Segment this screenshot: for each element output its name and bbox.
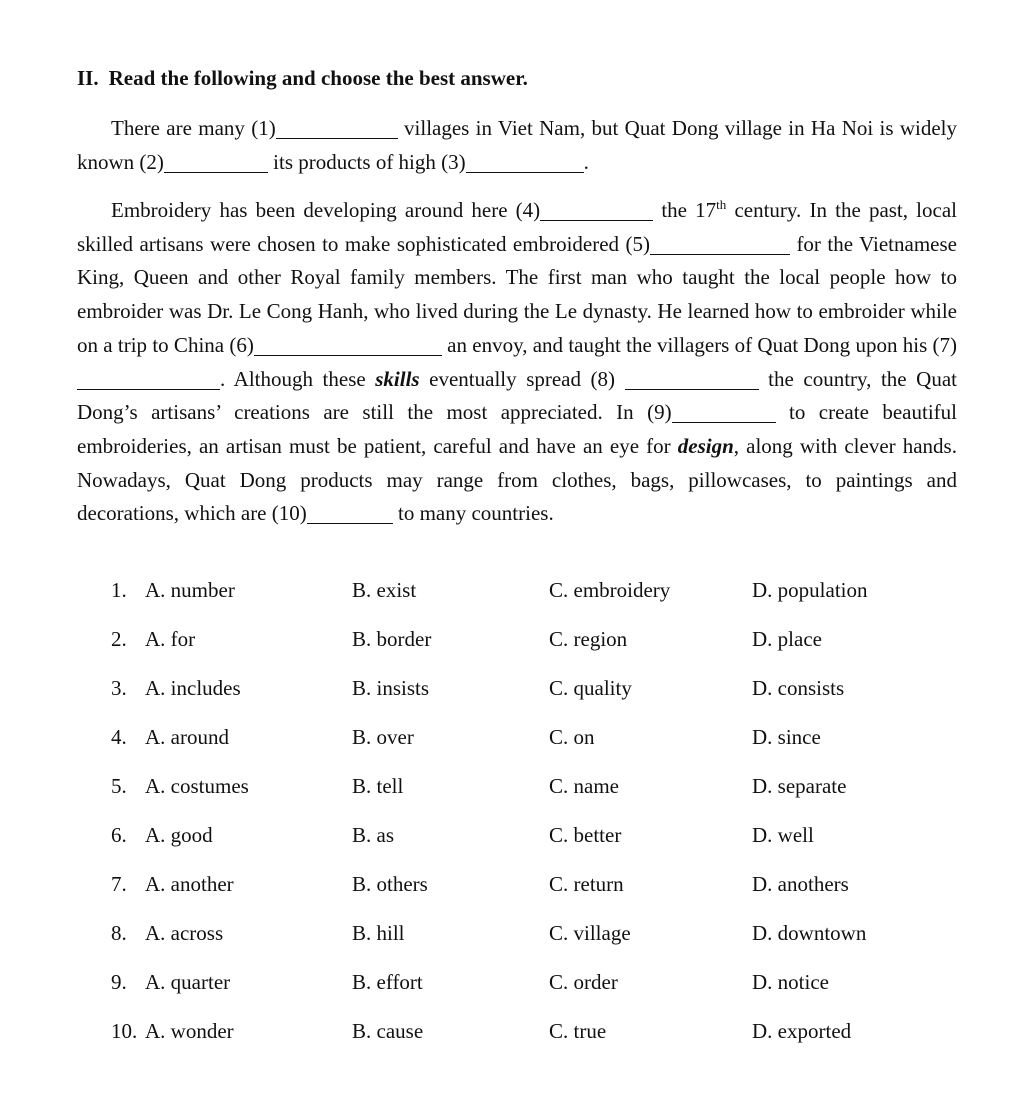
passage-text: an envoy, and taught the villagers of Quat Dong upon his (7) bbox=[441, 332, 958, 357]
question-number: 4. bbox=[111, 725, 127, 749]
superscript-th: th bbox=[716, 197, 727, 212]
question-number: 2. bbox=[111, 627, 127, 651]
question-number: 7. bbox=[111, 872, 127, 896]
blank-6 bbox=[254, 333, 442, 356]
option-a[interactable]: A. costumes bbox=[145, 774, 249, 798]
answer-options bbox=[77, 578, 957, 1068]
question-row bbox=[77, 872, 957, 921]
passage-text: There are many (1) bbox=[111, 116, 276, 140]
option-a[interactable]: A. quarter bbox=[145, 970, 231, 994]
option-a[interactable]: A. for bbox=[145, 627, 196, 651]
passage-paragraph-2 bbox=[77, 194, 957, 531]
section-number: II. bbox=[77, 66, 99, 90]
option-c[interactable]: C. name bbox=[549, 774, 619, 798]
option-b[interactable]: B. effort bbox=[352, 970, 423, 994]
option-d[interactable]: D. anothers bbox=[752, 872, 849, 896]
blank-3 bbox=[466, 150, 584, 173]
passage-text: , along with clever hands. Nowadays, Quat Dong products may range from clothes, bags, pillowcases, to paintings and decorations, which are (10) bbox=[77, 433, 957, 526]
option-a[interactable]: A. around bbox=[145, 725, 229, 749]
option-a[interactable]: A. good bbox=[145, 823, 213, 847]
question-number: 5. bbox=[111, 774, 127, 798]
emphasis-design: design bbox=[677, 433, 734, 458]
option-c[interactable]: C. embroidery bbox=[549, 578, 671, 602]
blank-2 bbox=[164, 150, 268, 173]
option-b[interactable]: B. hill bbox=[352, 921, 405, 945]
option-c[interactable]: C. quality bbox=[549, 676, 632, 700]
passage-text: to create beautiful embroideries, an artisan must be patient, careful and have an eye for bbox=[77, 400, 957, 458]
option-d[interactable]: D. well bbox=[752, 823, 814, 847]
question-row bbox=[77, 970, 957, 1019]
option-d[interactable]: D. since bbox=[752, 725, 821, 749]
option-c[interactable]: C. true bbox=[549, 1019, 607, 1043]
option-c[interactable]: C. on bbox=[549, 725, 595, 749]
section-heading bbox=[77, 66, 528, 91]
passage-text: its products of high (3) bbox=[267, 149, 466, 174]
option-d[interactable]: D. place bbox=[752, 627, 822, 651]
blank-1 bbox=[276, 116, 398, 139]
blank-5 bbox=[650, 232, 790, 255]
section-title: Read the following and choose the best answer. bbox=[108, 66, 528, 90]
passage-text: Embroidery has been developing around here (4) bbox=[111, 198, 541, 222]
question-number: 1. bbox=[111, 578, 127, 602]
option-d[interactable]: D. downtown bbox=[752, 921, 867, 945]
question-number: 9. bbox=[111, 970, 127, 994]
question-row bbox=[77, 1019, 957, 1068]
question-number: 6. bbox=[111, 823, 127, 847]
question-row bbox=[77, 627, 957, 676]
blank-4 bbox=[540, 198, 653, 221]
blank-9 bbox=[672, 400, 776, 423]
option-b[interactable]: B. border bbox=[352, 627, 432, 651]
passage-text: . bbox=[583, 149, 589, 174]
option-b[interactable]: B. tell bbox=[352, 774, 404, 798]
option-b[interactable]: B. cause bbox=[352, 1019, 424, 1043]
option-a[interactable]: A. across bbox=[145, 921, 224, 945]
blank-10 bbox=[307, 501, 393, 524]
passage-text: century. In the past, local skilled artisans were chosen to make sophisticated embroidered (5) bbox=[77, 198, 957, 256]
question-row bbox=[77, 725, 957, 774]
question-number: 3. bbox=[111, 676, 127, 700]
passage-text: villages in Viet Nam, but Quat Dong village in Ha Noi is widely known (2) bbox=[77, 116, 958, 174]
question-number: 10. bbox=[111, 1019, 138, 1043]
option-d[interactable]: D. population bbox=[752, 578, 868, 602]
option-a[interactable]: A. number bbox=[145, 578, 235, 602]
question-row bbox=[77, 774, 957, 823]
option-d[interactable]: D. exported bbox=[752, 1019, 852, 1043]
question-number: 8. bbox=[111, 921, 127, 945]
option-b[interactable]: B. over bbox=[352, 725, 414, 749]
option-a[interactable]: A. wonder bbox=[145, 1019, 234, 1043]
question-row bbox=[77, 921, 957, 970]
option-b[interactable]: B. others bbox=[352, 872, 428, 896]
passage-paragraph-1 bbox=[77, 112, 957, 179]
passage-text: the 17 bbox=[653, 198, 717, 222]
option-c[interactable]: C. order bbox=[549, 970, 618, 994]
blank-8 bbox=[625, 366, 759, 389]
option-d[interactable]: D. consists bbox=[752, 676, 845, 700]
option-b[interactable]: B. insists bbox=[352, 676, 430, 700]
option-b[interactable]: B. as bbox=[352, 823, 394, 847]
passage-text: the country, the Quat Dong’s artisans’ creations are still the most appreciated. In (9) bbox=[77, 366, 958, 425]
option-a[interactable]: A. another bbox=[145, 872, 234, 896]
question-row bbox=[77, 578, 957, 627]
passage-text: eventually spread (8) bbox=[419, 366, 625, 391]
question-row bbox=[77, 823, 957, 872]
option-c[interactable]: C. region bbox=[549, 627, 628, 651]
option-c[interactable]: C. return bbox=[549, 872, 624, 896]
passage-text: for the Vietnamese King, Queen and other Royal family members. The first man who taught the local people how to embroider was Dr. Le Cong Hanh, who lived during the Le dynasty. He learned how to embroider while on a trip to China (6) bbox=[77, 231, 957, 357]
option-c[interactable]: C. better bbox=[549, 823, 622, 847]
option-c[interactable]: C. village bbox=[549, 921, 631, 945]
option-a[interactable]: A. includes bbox=[145, 676, 241, 700]
passage-text: . Although these bbox=[220, 366, 376, 391]
passage-text: to many countries. bbox=[392, 501, 554, 526]
question-row bbox=[77, 676, 957, 725]
blank-7 bbox=[77, 366, 220, 389]
option-d[interactable]: D. separate bbox=[752, 774, 847, 798]
option-d[interactable]: D. notice bbox=[752, 970, 829, 994]
emphasis-skills: skills bbox=[375, 366, 420, 391]
option-b[interactable]: B. exist bbox=[352, 578, 417, 602]
